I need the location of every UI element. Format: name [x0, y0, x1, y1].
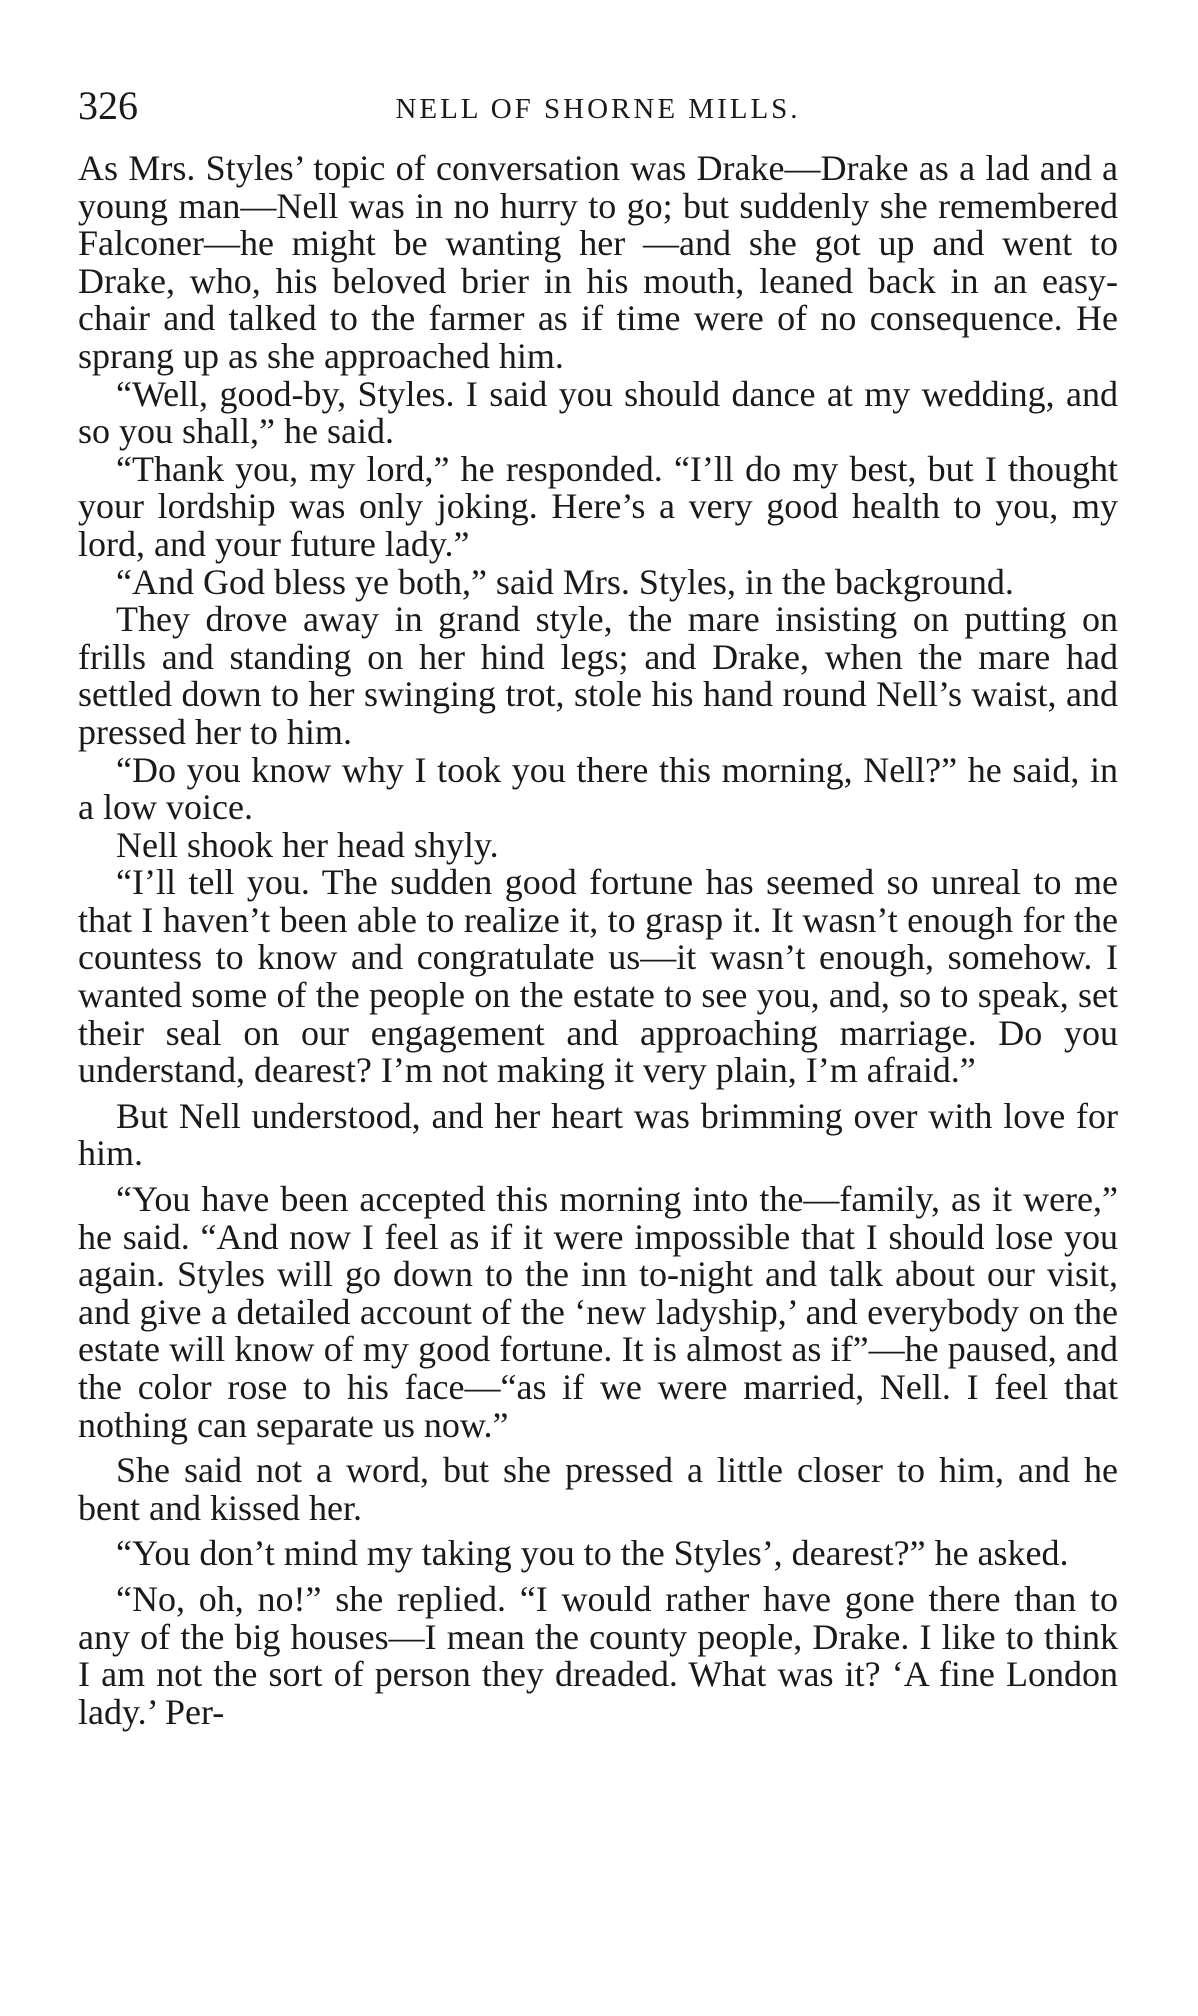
page-number: 326: [78, 83, 138, 128]
paragraph: “I’ll tell you. The sudden good fortune has seemed so unreal to me that I haven’t been able to realize it, to grasp it. It wasn’t enough for the countess to know and congratulate us—it wasn’t enough, somehow. I wanted some of the people on the estate to see you, and, so to speak, set their seal on our engagement and approaching marriage. Do you understand, dearest? I’m not making it very plain, I’m afraid.”: [78, 862, 1118, 1091]
paragraph: They drove away in grand style, the mare insisting on putting on frills and standing on her hind legs; and Drake, when the mare had settled down to her swinging trot, stole his hand round Nell’s waist, and pressed her to him.: [78, 599, 1118, 752]
paragraph: As Mrs. Styles’ topic of conversation was Drake—Drake as a lad and a young man—Nell was in no hurry to go; but suddenly she remembered Falconer—he might be wanting her —and she got up and went to Drake, who, his beloved brier in his mouth, leaned back in an easy-chair and talked to the farmer as if time were of no consequence. He sprang up as she approached him.: [78, 148, 1118, 376]
paragraph: “You have been accepted this morning into the—family, as it were,” he said. “And now I feel as if it were impossible that I should lose you again. Styles will go down to the inn to-night and talk about our visit, and give a detailed account of the ‘new ladyship,’ and everybody on the estate will know of my good fortune. It is almost as if”—he paused, and the color rose to his face—“as if we were married, Nell. I feel that nothing can separate us now.”: [78, 1179, 1118, 1445]
paragraph: But Nell understood, and her heart was brimming over with love for him.: [78, 1095, 1118, 1174]
paragraph: Nell shook her head shyly.: [116, 824, 499, 865]
page-header: [78, 80, 1118, 132]
running-head: NELL OF SHORNE MILLS.: [395, 93, 801, 125]
paragraph: “Well, good-by, Styles. I said you should dance at my wedding, and so you shall,” he said.: [78, 373, 1118, 452]
paragraph: “Thank you, my lord,” he responded. “I’ll do my best, but I thought your lordship was only joking. Here’s a very good health to you, my lord, and your future lady.”: [78, 448, 1118, 564]
body-text: [78, 150, 1118, 1731]
paragraph: She said not a word, but she pressed a little closer to him, and he bent and kissed her.: [78, 1450, 1118, 1528]
paragraph: “You don’t mind my taking you to the Styles’, dearest?” he asked.: [116, 1533, 1069, 1574]
paragraph: “No, oh, no!” she replied. “I would rather have gone there than to any of the big houses—I mean the county people, Drake. I like to think I am not the sort of person they dreaded. What was it? ‘A fine London lady.’ Per-: [78, 1578, 1118, 1732]
book-page: [78, 80, 1118, 1731]
paragraph: “Do you know why I took you there this morning, Nell?” he said, in a low voice.: [78, 749, 1118, 828]
paragraph: “And God bless ye both,” said Mrs. Styles, in the background.: [116, 561, 1014, 602]
